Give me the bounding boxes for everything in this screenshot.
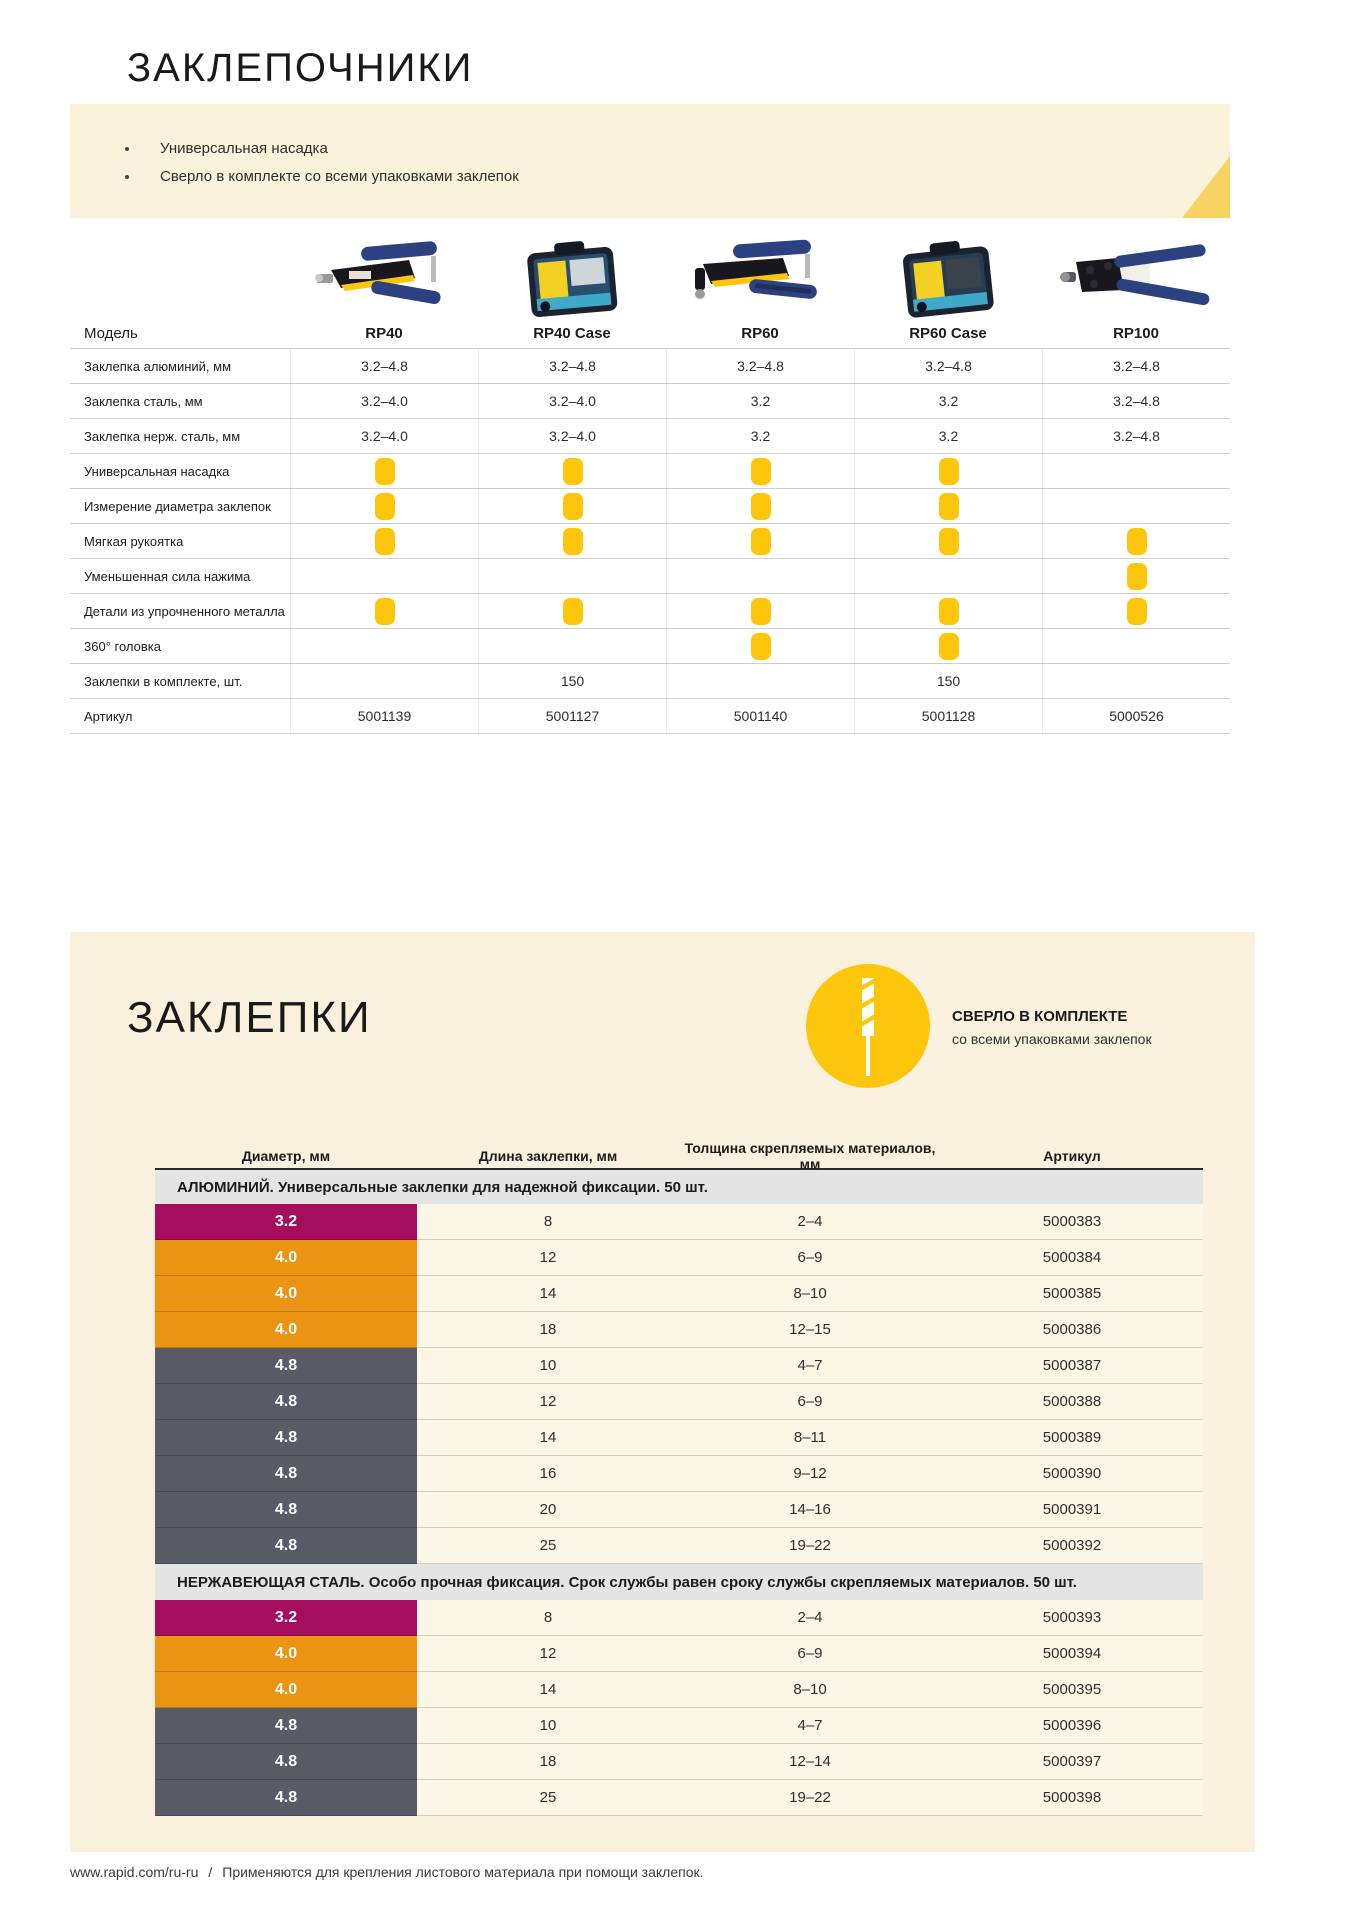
banner-bullet — [125, 140, 328, 157]
rivets-column-header: Толщина скрепляемых материалов, мм — [684, 1140, 936, 1172]
spec-row-label: Артикул — [84, 708, 133, 724]
diameter-cell: 4.8 — [155, 1492, 417, 1528]
feature-cell — [854, 489, 1042, 523]
feature-cell — [478, 489, 666, 523]
article-cell: 5000395 — [941, 1672, 1203, 1708]
diameter-cell: 4.0 — [155, 1636, 417, 1672]
diameter-cell: 4.8 — [155, 1780, 417, 1816]
thickness-cell: 8–11 — [679, 1420, 941, 1456]
thickness-cell: 14–16 — [679, 1492, 941, 1528]
spec-row-label: Уменьшенная сила нажима — [84, 568, 251, 584]
thickness-cell: 2–4 — [679, 1204, 941, 1240]
value-cell: 3.2–4.0 — [290, 384, 478, 418]
article-cell: 5000389 — [941, 1420, 1203, 1456]
value-cell: 3.2–4.8 — [1042, 349, 1230, 383]
spec-row-label: Детали из упрочненного металла — [84, 603, 285, 619]
riveter-tool-icon — [685, 234, 835, 320]
spec-row — [70, 663, 1230, 698]
spec-row — [70, 698, 1230, 734]
value-cell: 5001128 — [854, 699, 1042, 733]
rivet-row — [155, 1204, 1203, 1240]
length-cell: 14 — [417, 1420, 679, 1456]
value-cell: 5001140 — [666, 699, 854, 733]
article-cell: 5000385 — [941, 1276, 1203, 1312]
length-cell: 14 — [417, 1276, 679, 1312]
spec-row — [70, 488, 1230, 523]
feature-cell — [666, 629, 854, 663]
article-cell: 5000386 — [941, 1312, 1203, 1348]
value-cell: 3.2–4.8 — [666, 349, 854, 383]
thickness-cell: 4–7 — [679, 1708, 941, 1744]
feature-check-badge — [751, 493, 771, 520]
feature-check-badge — [1127, 528, 1147, 555]
feature-cell — [478, 454, 666, 488]
feature-cell — [1042, 629, 1230, 663]
article-cell: 5000396 — [941, 1708, 1203, 1744]
model-name: RP40 — [365, 324, 403, 342]
value-cell: 3.2 — [666, 419, 854, 453]
rivet-row — [155, 1708, 1203, 1744]
model-name: RP60 Case — [909, 324, 987, 342]
spec-row-label: Заклепка сталь, мм — [84, 393, 203, 409]
length-cell: 8 — [417, 1204, 679, 1240]
value-cell: 150 — [854, 664, 1042, 698]
value-cell: 3.2–4.0 — [290, 419, 478, 453]
feature-cell — [854, 524, 1042, 558]
page-corner-fold-icon — [1182, 156, 1230, 218]
spec-row — [70, 453, 1230, 488]
feature-cell — [854, 629, 1042, 663]
length-cell: 18 — [417, 1744, 679, 1780]
value-cell: 3.2 — [666, 384, 854, 418]
length-cell: 8 — [417, 1600, 679, 1636]
rivet-row — [155, 1240, 1203, 1276]
rivet-row — [155, 1420, 1203, 1456]
diameter-cell: 4.8 — [155, 1528, 417, 1564]
feature-cell — [666, 489, 854, 523]
value-cell — [1042, 664, 1230, 698]
thickness-cell: 9–12 — [679, 1456, 941, 1492]
thickness-cell: 8–10 — [679, 1672, 941, 1708]
article-cell: 5000388 — [941, 1384, 1203, 1420]
spec-row-label: 360° головка — [84, 638, 161, 654]
spec-row — [70, 418, 1230, 453]
rivets-table-body — [155, 1168, 1203, 1816]
article-cell: 5000397 — [941, 1744, 1203, 1780]
value-cell: 3.2–4.8 — [854, 349, 1042, 383]
diameter-cell: 4.8 — [155, 1420, 417, 1456]
rivet-row — [155, 1492, 1203, 1528]
model-name: RP60 — [741, 324, 779, 342]
diameter-cell: 4.0 — [155, 1672, 417, 1708]
feature-check-badge — [939, 458, 959, 485]
spec-row-label: Заклепка алюминий, мм — [84, 358, 232, 374]
rivets-group-header: НЕРЖАВЕЮЩАЯ СТАЛЬ. Особо прочная фиксация. Срок службы равен сроку службы скрепляемых материалов. 50 шт. — [155, 1564, 1203, 1600]
page-footer — [70, 1864, 704, 1880]
footer-divider: / — [208, 1864, 213, 1880]
diameter-cell: 3.2 — [155, 1204, 417, 1240]
footer-url-link[interactable]: www.rapid.com/ru-ru — [70, 1864, 199, 1880]
riveters-table-header — [70, 318, 1230, 348]
diameter-cell: 4.8 — [155, 1348, 417, 1384]
rivet-row — [155, 1348, 1203, 1384]
diameter-cell: 4.0 — [155, 1312, 417, 1348]
length-cell: 14 — [417, 1672, 679, 1708]
drill-included-title: СВЕРЛО В КОМПЛЕКТЕ — [952, 1008, 1128, 1025]
feature-check-badge — [939, 598, 959, 625]
feature-check-badge — [939, 493, 959, 520]
rivet-row — [155, 1276, 1203, 1312]
bullet-dot-icon — [125, 175, 129, 179]
diameter-cell: 4.8 — [155, 1744, 417, 1780]
tool-case-icon — [893, 234, 1003, 320]
length-cell: 12 — [417, 1384, 679, 1420]
length-cell: 18 — [417, 1312, 679, 1348]
spec-row — [70, 558, 1230, 593]
length-cell: 10 — [417, 1708, 679, 1744]
intro-banner — [70, 104, 1230, 218]
thickness-cell: 12–15 — [679, 1312, 941, 1348]
spec-row-label: Универсальная насадка — [84, 463, 230, 479]
feature-cell — [290, 454, 478, 488]
spec-row — [70, 348, 1230, 383]
thickness-cell: 19–22 — [679, 1528, 941, 1564]
model-column-label: Модель — [84, 324, 138, 342]
article-cell: 5000394 — [941, 1636, 1203, 1672]
length-cell: 12 — [417, 1240, 679, 1276]
value-cell: 5000526 — [1042, 699, 1230, 733]
diameter-cell: 4.0 — [155, 1240, 417, 1276]
drill-included-subtitle: со всеми упаковками заклепок — [952, 1031, 1152, 1047]
thickness-cell: 2–4 — [679, 1600, 941, 1636]
banner-bullet-text: Универсальная насадка — [160, 140, 328, 157]
article-cell: 5000398 — [941, 1780, 1203, 1816]
rivet-row — [155, 1636, 1203, 1672]
article-cell: 5000384 — [941, 1240, 1203, 1276]
thickness-cell: 6–9 — [679, 1240, 941, 1276]
value-cell: 3.2–4.0 — [478, 419, 666, 453]
value-cell — [290, 664, 478, 698]
spec-row-label: Заклепки в комплекте, шт. — [84, 673, 243, 689]
feature-cell — [290, 629, 478, 663]
feature-cell — [1042, 594, 1230, 628]
spec-row-label: Заклепка нерж. сталь, мм — [84, 428, 241, 444]
feature-cell — [1042, 489, 1230, 523]
product-image-rp60 — [666, 234, 854, 320]
bullet-dot-icon — [125, 147, 129, 151]
product-image-rp60-case — [854, 234, 1042, 320]
value-cell: 3.2–4.8 — [1042, 384, 1230, 418]
feature-cell — [854, 559, 1042, 593]
diameter-cell: 4.8 — [155, 1456, 417, 1492]
diameter-cell: 3.2 — [155, 1600, 417, 1636]
rivets-table-header — [155, 1140, 1203, 1172]
rivet-row — [155, 1456, 1203, 1492]
value-cell: 5001127 — [478, 699, 666, 733]
rivet-row — [155, 1780, 1203, 1816]
feature-check-badge — [1127, 598, 1147, 625]
feature-cell — [1042, 454, 1230, 488]
article-cell: 5000387 — [941, 1348, 1203, 1384]
drill-included-badge — [806, 964, 930, 1088]
rivets-column-header: Длина заклепки, мм — [478, 1148, 618, 1164]
drill-bit-icon — [846, 974, 890, 1078]
product-image-rp100 — [1042, 234, 1230, 320]
feature-cell — [666, 524, 854, 558]
feature-cell — [1042, 524, 1230, 558]
value-cell: 150 — [478, 664, 666, 698]
length-cell: 16 — [417, 1456, 679, 1492]
banner-bullet — [125, 168, 519, 185]
rivets-section-title: ЗАКЛЕПКИ — [127, 993, 372, 1042]
spec-row — [70, 593, 1230, 628]
riveters-table — [70, 318, 1230, 734]
feature-check-badge — [563, 458, 583, 485]
feature-check-badge — [375, 458, 395, 485]
diameter-cell: 4.8 — [155, 1384, 417, 1420]
feature-check-badge — [751, 633, 771, 660]
feature-cell — [1042, 559, 1230, 593]
model-name: RP100 — [1113, 324, 1159, 342]
spec-row-label: Мягкая рукоятка — [84, 533, 184, 549]
feature-check-badge — [939, 633, 959, 660]
length-cell: 10 — [417, 1348, 679, 1384]
value-cell: 3.2–4.8 — [1042, 419, 1230, 453]
length-cell: 25 — [417, 1528, 679, 1564]
article-cell: 5000383 — [941, 1204, 1203, 1240]
tool-case-icon — [517, 234, 627, 320]
feature-check-badge — [375, 493, 395, 520]
thickness-cell: 6–9 — [679, 1636, 941, 1672]
thickness-cell: 19–22 — [679, 1780, 941, 1816]
rivet-row — [155, 1528, 1203, 1564]
long-handle-riveter-icon — [1056, 234, 1216, 320]
riveter-tool-icon — [309, 234, 459, 320]
feature-cell — [478, 559, 666, 593]
feature-cell — [478, 629, 666, 663]
spec-row — [70, 628, 1230, 663]
value-cell: 3.2–4.8 — [478, 349, 666, 383]
feature-check-badge — [563, 493, 583, 520]
rivets-table — [155, 1140, 1203, 1816]
thickness-cell: 8–10 — [679, 1276, 941, 1312]
value-cell — [666, 664, 854, 698]
feature-cell — [854, 594, 1042, 628]
thickness-cell: 4–7 — [679, 1348, 941, 1384]
feature-cell — [478, 524, 666, 558]
feature-check-badge — [939, 528, 959, 555]
feature-check-badge — [375, 528, 395, 555]
product-images-row — [290, 234, 1230, 320]
rivets-column-header: Диаметр, мм — [241, 1148, 331, 1164]
product-image-rp40-case — [478, 234, 666, 320]
feature-cell — [854, 454, 1042, 488]
feature-cell — [290, 559, 478, 593]
article-cell: 5000393 — [941, 1600, 1203, 1636]
feature-check-badge — [563, 598, 583, 625]
feature-cell — [666, 594, 854, 628]
rivet-row — [155, 1672, 1203, 1708]
spec-row — [70, 523, 1230, 558]
rivet-row — [155, 1384, 1203, 1420]
diameter-cell: 4.8 — [155, 1708, 417, 1744]
feature-check-badge — [751, 598, 771, 625]
feature-cell — [666, 559, 854, 593]
rivet-row — [155, 1312, 1203, 1348]
rivet-row — [155, 1744, 1203, 1780]
article-cell: 5000392 — [941, 1528, 1203, 1564]
article-cell: 5000391 — [941, 1492, 1203, 1528]
model-name: RP40 Case — [533, 324, 611, 342]
product-image-rp40 — [290, 234, 478, 320]
thickness-cell: 6–9 — [679, 1384, 941, 1420]
feature-cell — [478, 594, 666, 628]
value-cell: 3.2–4.0 — [478, 384, 666, 418]
spec-row — [70, 383, 1230, 418]
page-title: ЗАКЛЕПОЧНИКИ — [127, 46, 474, 90]
value-cell: 3.2 — [854, 419, 1042, 453]
feature-check-badge — [1127, 563, 1147, 590]
article-cell: 5000390 — [941, 1456, 1203, 1492]
length-cell: 12 — [417, 1636, 679, 1672]
value-cell: 5001139 — [290, 699, 478, 733]
drill-included-text — [952, 1008, 1252, 1047]
riveters-table-rows — [70, 348, 1230, 734]
rivets-column-header: Артикул — [1043, 1148, 1101, 1164]
feature-cell — [290, 594, 478, 628]
rivet-row — [155, 1600, 1203, 1636]
length-cell: 25 — [417, 1780, 679, 1816]
rivets-group-header: АЛЮМИНИЙ. Универсальные заклепки для надежной фиксации. 50 шт. — [155, 1168, 1203, 1204]
spec-row-label: Измерение диаметра заклепок — [84, 498, 271, 514]
feature-check-badge — [563, 528, 583, 555]
feature-check-badge — [751, 528, 771, 555]
footer-note: Применяются для крепления листового материала при помощи заклепок. — [222, 1864, 704, 1880]
thickness-cell: 12–14 — [679, 1744, 941, 1780]
feature-cell — [290, 489, 478, 523]
feature-check-badge — [751, 458, 771, 485]
feature-check-badge — [375, 598, 395, 625]
value-cell: 3.2 — [854, 384, 1042, 418]
banner-bullet-text: Сверло в комплекте со всеми упаковками заклепок — [160, 168, 519, 185]
value-cell: 3.2–4.8 — [290, 349, 478, 383]
feature-cell — [666, 454, 854, 488]
length-cell: 20 — [417, 1492, 679, 1528]
diameter-cell: 4.0 — [155, 1276, 417, 1312]
feature-cell — [290, 524, 478, 558]
